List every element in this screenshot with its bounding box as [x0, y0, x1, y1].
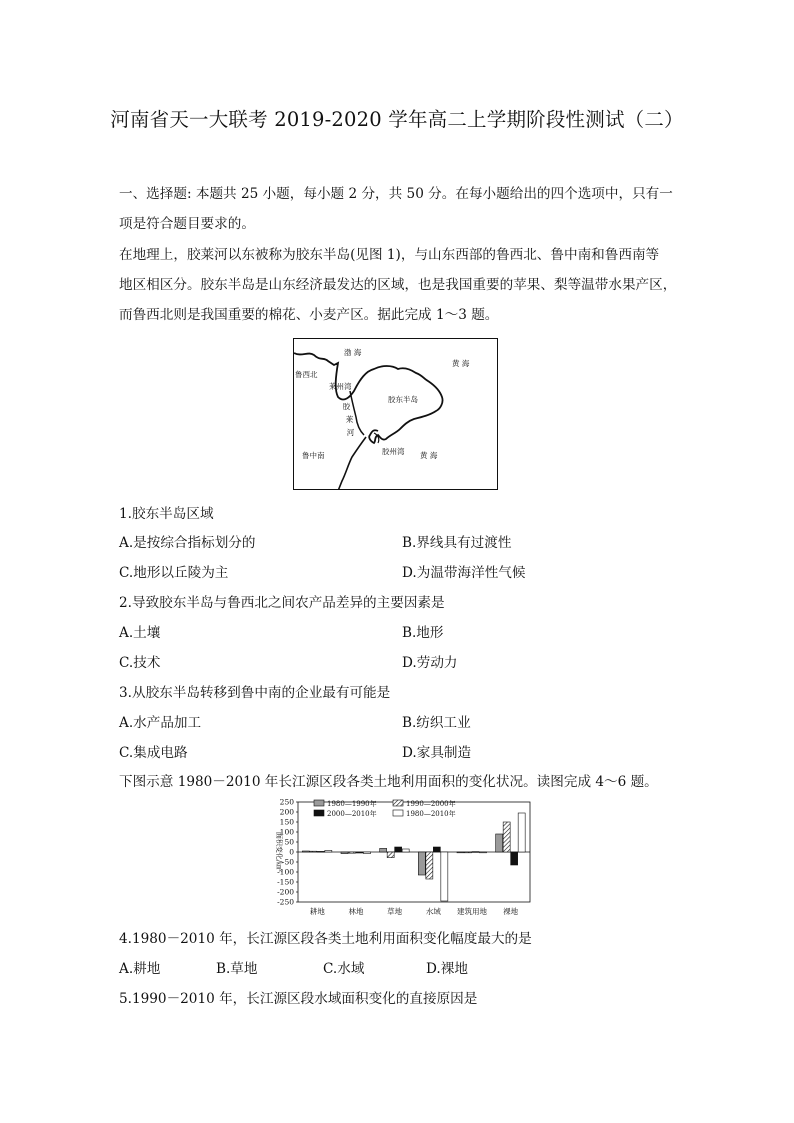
bar-white [480, 852, 487, 853]
legend-swatch-gray [314, 800, 324, 806]
question-3-stem: 3.从胶东半岛转移到鲁中南的企业最有可能是 [119, 685, 391, 701]
bar-black [395, 847, 402, 852]
bar-gray [341, 852, 348, 854]
bar-white [518, 813, 525, 852]
bar-black [317, 851, 324, 852]
bar-hatch [310, 851, 317, 852]
y-axis-label: 面积变化/㎞² [275, 831, 283, 873]
region-boundary [338, 437, 366, 490]
legend-label: 1990—2000年 [406, 800, 456, 808]
y-tick-label: -150 [277, 877, 294, 887]
x-tick-label: 水域 [425, 907, 441, 916]
bar-white [402, 849, 409, 852]
map-label-jiaodong: 胶东半岛 [388, 395, 418, 404]
chart-svg [268, 798, 533, 924]
bar-white [441, 852, 448, 901]
bar-black [356, 852, 363, 853]
question-4-option-a[interactable]: A.耕地 [119, 961, 161, 977]
question-4-option-c[interactable]: C.水域 [323, 961, 365, 977]
y-tick-label: 0 [289, 847, 294, 857]
map-label-bohai: 渤 海 [344, 348, 362, 357]
map-label-huanghai-top: 黄 海 [452, 359, 470, 368]
map-label-laizhou-bay: 莱州湾 [329, 382, 352, 391]
question-3-option-c[interactable]: C.集成电路 [119, 745, 188, 761]
y-tick-label: 50 [284, 837, 294, 847]
jiaodong-peninsula-map [293, 338, 498, 490]
y-tick-label: 200 [279, 807, 294, 817]
question-3-option-b[interactable]: B.纺织工业 [402, 715, 471, 731]
y-tick-label: 100 [279, 827, 294, 837]
section-instruction-line-2: 项是符合题目要求的。 [119, 216, 255, 232]
legend-swatch-white [393, 810, 403, 816]
passage-2: 下图示意 1980－2010 年长江源区段各类土地利用面积的变化状况。读图完成 4～6 题。 [119, 774, 658, 790]
bar-gray [457, 852, 464, 853]
bar-black [511, 852, 518, 865]
legend-label: 1980—1990年 [327, 800, 377, 808]
y-tick-label: -50 [281, 857, 294, 867]
question-1-option-b[interactable]: B.界线具有过渡性 [402, 535, 512, 551]
question-3-option-d[interactable]: D.家具制造 [402, 745, 472, 761]
map-label-luxibei: 鲁西北 [295, 370, 318, 379]
map-label-he: 河 [346, 428, 355, 437]
bar-hatch [387, 852, 394, 858]
y-tick-label: -100 [277, 867, 294, 877]
bar-gray [380, 848, 387, 852]
map-label-lai: 莱 [345, 415, 354, 424]
y-tick-label: 250 [279, 798, 294, 807]
legend-swatch-hatch [393, 800, 403, 806]
bar-gray [302, 851, 309, 852]
bar-hatch [503, 822, 510, 852]
section-instruction-line-1: 一、选择题: 本题共 25 小题，每小题 2 分，共 50 分。在每小题给出的四个选项中，只有一 [119, 186, 673, 202]
y-tick-label: -250 [277, 897, 294, 907]
bar-hatch [349, 852, 356, 853]
question-1-stem: 1.胶东半岛区域 [119, 506, 214, 522]
question-5-stem: 5.1990－2010 年，长江源区段水域面积变化的直接原因是 [119, 991, 478, 1007]
question-4-option-b[interactable]: B.草地 [216, 961, 258, 977]
coastline [294, 353, 443, 443]
question-1-option-d[interactable]: D.为温带海洋性气候 [402, 565, 526, 581]
bar-black [433, 847, 440, 852]
passage-1-line-3: 而鲁西北则是我国重要的棉花、小麦产区。据此完成 1～3 题。 [119, 307, 499, 323]
land-use-change-chart [268, 798, 533, 924]
bar-hatch [465, 852, 472, 853]
x-tick-label: 裸地 [503, 907, 519, 916]
map-label-luzhongnan: 鲁中南 [302, 451, 325, 460]
question-2-option-d[interactable]: D.劳动力 [402, 655, 458, 671]
bar-hatch [426, 852, 433, 879]
legend-label: 2000—2010年 [327, 810, 377, 818]
passage-1-line-1: 在地理上，胶莱河以东被称为胶东半岛(见图 1)，与山东西部的鲁西北、鲁中南和鲁西南等 [119, 247, 660, 263]
question-2-option-c[interactable]: C.技术 [119, 655, 161, 671]
x-tick-label: 耕地 [309, 907, 325, 916]
map-label-huanghai-bottom: 黄 海 [420, 451, 438, 460]
x-tick-label: 草地 [387, 907, 403, 916]
question-1-option-a[interactable]: A.是按综合指标划分的 [119, 535, 256, 551]
x-tick-label: 林地 [348, 907, 364, 916]
question-2-option-b[interactable]: B.地形 [402, 625, 444, 641]
bar-black [472, 852, 479, 853]
question-4-stem: 4.1980－2010 年，长江源区段各类土地利用面积变化幅度最大的是 [119, 931, 532, 947]
map-label-jiao: 胶 [342, 402, 351, 411]
question-3-option-a[interactable]: A.水产品加工 [119, 715, 202, 731]
question-2-option-a[interactable]: A.土壤 [119, 625, 161, 641]
page-title: 河南省天一大联考 2019-2020 学年高二上学期阶段性测试（二） [110, 108, 684, 131]
y-tick-label: -200 [277, 887, 294, 897]
legend-swatch-black [314, 810, 324, 816]
question-1-option-c[interactable]: C.地形以丘陵为主 [119, 565, 229, 581]
passage-1-line-2: 地区相区分。胶东半岛是山东经济最发达的区域，也是我国重要的苹果、梨等温带水果产区， [119, 277, 677, 293]
bar-white [364, 852, 371, 854]
legend-label: 1980—2010年 [406, 810, 456, 818]
x-tick-label: 建筑用地 [457, 907, 487, 916]
bar-white [325, 850, 332, 852]
question-2-stem: 2.导致胶东半岛与鲁西北之间农产品差异的主要因素是 [119, 595, 445, 611]
bar-gray [418, 852, 425, 875]
map-label-jiaozhou-bay: 胶州湾 [382, 447, 405, 456]
y-tick-label: 150 [279, 817, 294, 827]
bar-gray [496, 834, 503, 852]
question-4-option-d[interactable]: D.裸地 [426, 961, 468, 977]
